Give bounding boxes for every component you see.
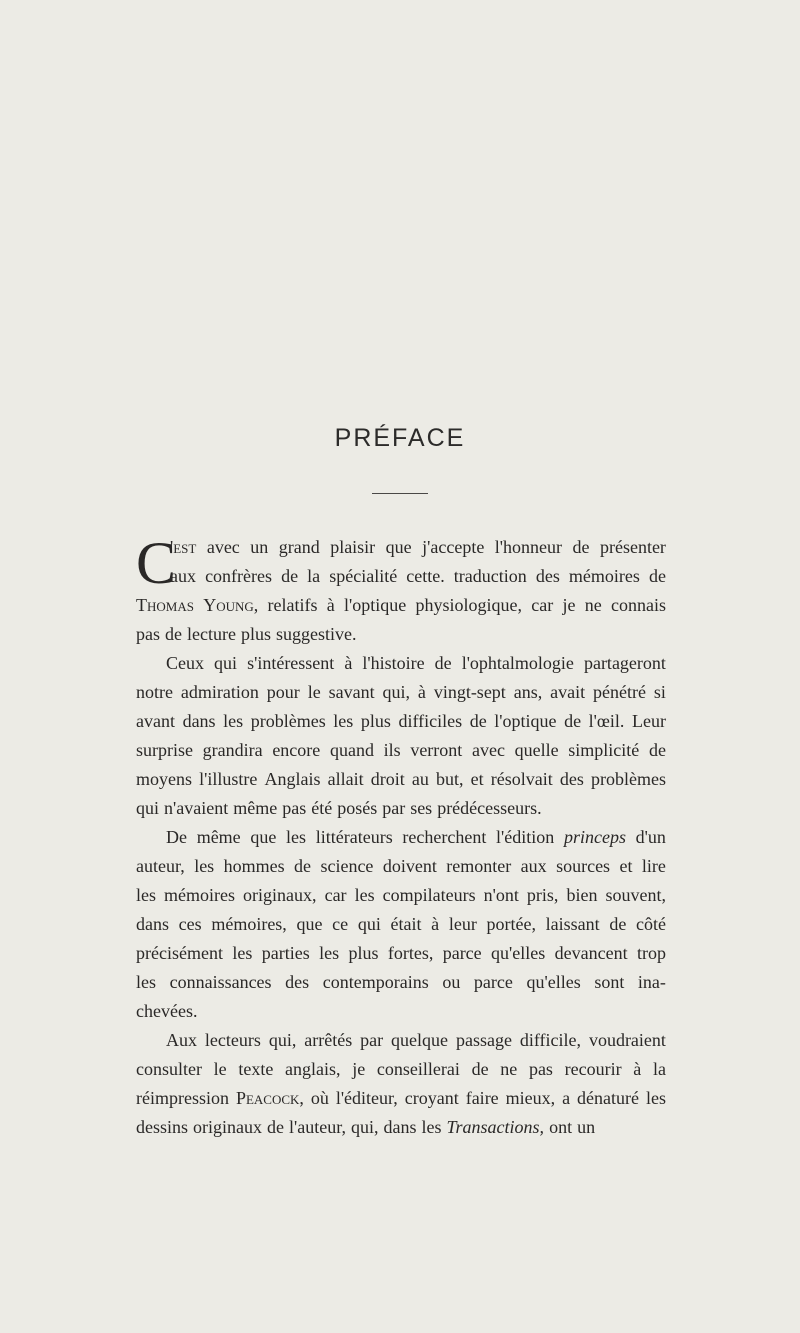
- word: spécialité: [329, 566, 398, 586]
- word: côté: [635, 914, 666, 934]
- word: consulter: [136, 1059, 202, 1079]
- word: qui: [214, 653, 238, 673]
- word: simplicité: [568, 740, 640, 760]
- word: à: [431, 914, 440, 934]
- word: le: [307, 682, 321, 702]
- word: que: [385, 537, 412, 557]
- word: ne: [584, 595, 602, 615]
- word: Young,: [203, 595, 259, 615]
- word: avec: [471, 740, 505, 760]
- word: trop: [637, 943, 666, 963]
- word: pas: [528, 1059, 553, 1079]
- word: lecteurs: [204, 1030, 261, 1050]
- word: partageront: [583, 653, 666, 673]
- word: par: [382, 798, 406, 818]
- word: et: [619, 856, 633, 876]
- word: dans: [136, 914, 169, 934]
- word: je: [352, 1059, 366, 1079]
- word: pénétré: [593, 682, 646, 702]
- word: plus: [348, 943, 379, 963]
- word: la: [652, 1059, 666, 1079]
- word: que: [296, 914, 323, 934]
- word: recourir: [564, 1059, 622, 1079]
- word: lecture: [187, 624, 236, 644]
- text-line: [136, 794, 666, 823]
- word: problèmes: [250, 711, 326, 731]
- word: des: [285, 972, 310, 992]
- word: ce: [332, 914, 349, 934]
- word: de: [648, 566, 666, 586]
- word: si: [653, 682, 666, 702]
- word: suggestive.: [275, 624, 357, 644]
- text-line: [136, 881, 666, 910]
- word: surprise: [136, 740, 193, 760]
- word: dessins: [136, 1117, 189, 1137]
- word: par: [360, 1030, 384, 1050]
- word: que: [250, 827, 277, 847]
- drop-cap: C: [136, 530, 177, 596]
- word: été: [311, 798, 333, 818]
- word: passage: [455, 1030, 512, 1050]
- word: quelle: [514, 740, 559, 760]
- word: sources: [556, 856, 611, 876]
- text-line: [136, 736, 666, 765]
- word: croyant: [404, 1088, 459, 1108]
- word: à: [326, 595, 335, 615]
- word: les: [421, 1117, 442, 1137]
- word: pris,: [526, 885, 559, 905]
- word: l'optique: [344, 595, 407, 615]
- word: la: [307, 566, 321, 586]
- word: science: [320, 856, 374, 876]
- text-line: [136, 562, 666, 591]
- text-line: [136, 1026, 666, 1055]
- word: avait: [550, 682, 586, 702]
- text-line: [136, 591, 666, 620]
- word: problèmes: [590, 769, 666, 789]
- word: plaisir: [330, 537, 376, 557]
- word: savant: [328, 682, 375, 702]
- word: Transactions,: [446, 1117, 545, 1137]
- word: présenter: [599, 537, 666, 557]
- word: l'œil.: [588, 711, 625, 731]
- word: laissant: [545, 914, 600, 934]
- word: ans,: [513, 682, 543, 702]
- word: encore: [272, 740, 321, 760]
- word: j'accepte: [422, 537, 485, 557]
- word: arrêtés: [304, 1030, 353, 1050]
- word: de: [434, 653, 452, 673]
- word: cette.: [406, 566, 445, 586]
- word: originaux: [193, 1117, 263, 1137]
- word: et: [470, 769, 484, 789]
- word: vingt-sept: [433, 682, 506, 702]
- word: conseillerai: [376, 1059, 460, 1079]
- word: sont: [594, 972, 625, 992]
- word: faire: [465, 1088, 499, 1108]
- word: princeps: [563, 827, 626, 847]
- word: plus: [240, 624, 271, 644]
- text-line: [136, 533, 666, 562]
- word: quand: [329, 740, 374, 760]
- word: mieux,: [505, 1088, 556, 1108]
- word: qui,: [268, 1030, 297, 1050]
- word: à: [633, 1059, 642, 1079]
- word: verront: [410, 740, 463, 760]
- word: même: [196, 827, 241, 847]
- word: de: [471, 1059, 489, 1079]
- word: ses: [410, 798, 433, 818]
- word: ne: [500, 1059, 518, 1079]
- preface-body: [136, 530, 666, 1142]
- word: chevées.: [136, 1001, 198, 1021]
- word: qui,: [351, 1117, 379, 1137]
- word: confrères: [205, 566, 273, 586]
- word: d'un: [635, 827, 666, 847]
- word: grandira: [202, 740, 263, 760]
- text-line: [136, 707, 666, 736]
- word: notre: [136, 682, 173, 702]
- word: dans: [383, 1117, 417, 1137]
- text-line: [136, 968, 666, 997]
- word: connaissances: [169, 972, 272, 992]
- word: de: [572, 537, 590, 557]
- word: but,: [435, 769, 464, 789]
- word: à: [417, 682, 426, 702]
- word: prédécesseurs.: [437, 798, 542, 818]
- word: l'illustre: [199, 769, 258, 789]
- word: les: [223, 711, 244, 731]
- word: pour: [266, 682, 300, 702]
- word: l'auteur,: [289, 1117, 347, 1137]
- word: n'avaient: [164, 798, 229, 818]
- word: moyens: [136, 769, 192, 789]
- word: pas: [136, 624, 160, 644]
- word: traduction: [453, 566, 527, 586]
- word: bien: [566, 885, 598, 905]
- word: recherchent: [402, 827, 487, 847]
- word: un: [577, 1117, 596, 1137]
- word: un: [250, 537, 269, 557]
- word: admiration: [180, 682, 259, 702]
- word: a: [562, 1088, 571, 1108]
- page-title: PRÉFACE: [334, 424, 466, 452]
- word: même: [233, 798, 278, 818]
- word: réimpression: [136, 1088, 229, 1108]
- word: résolvait: [490, 769, 553, 789]
- word: les: [645, 1088, 666, 1108]
- word: Thomas: [136, 595, 194, 615]
- word: portée,: [486, 914, 536, 934]
- word: l'éditeur,: [335, 1088, 398, 1108]
- word: des: [559, 769, 584, 789]
- word: des: [535, 566, 560, 586]
- word: les: [333, 711, 354, 731]
- word: grand: [278, 537, 320, 557]
- word: les: [194, 856, 215, 876]
- word: originaux,: [243, 885, 317, 905]
- word: les: [319, 943, 340, 963]
- word: qui: [357, 914, 381, 934]
- word: car: [531, 595, 554, 615]
- word: l'ophtalmologie: [461, 653, 574, 673]
- text-line: [136, 678, 666, 707]
- word: avant: [136, 711, 175, 731]
- word: au: [411, 769, 429, 789]
- word: ils: [383, 740, 401, 760]
- word: de: [564, 711, 582, 731]
- word: les: [136, 972, 156, 992]
- word: l'honneur: [494, 537, 563, 557]
- word: l'édition: [496, 827, 555, 847]
- word: le: [213, 1059, 227, 1079]
- word: mémoires: [164, 885, 236, 905]
- text-line: [136, 620, 666, 649]
- text-line: [136, 852, 666, 881]
- word: ont: [549, 1117, 573, 1137]
- word: dénaturé: [577, 1088, 639, 1108]
- word: à: [344, 653, 353, 673]
- word: parce: [442, 943, 482, 963]
- word: de: [165, 624, 182, 644]
- word: 'est: [170, 537, 197, 557]
- text-line: [136, 649, 666, 678]
- title-rule: [372, 493, 428, 494]
- word: qui,: [382, 682, 410, 702]
- word: pas: [282, 798, 307, 818]
- word: De: [166, 827, 187, 847]
- word: était: [390, 914, 422, 934]
- word: souvent,: [605, 885, 666, 905]
- word: auteur,: [136, 856, 185, 876]
- word: mémoires: [568, 566, 640, 586]
- word: anglais,: [285, 1059, 341, 1079]
- word: qu'elles: [491, 943, 546, 963]
- word: de: [267, 1117, 285, 1137]
- word: difficile,: [519, 1030, 582, 1050]
- word: n'ont: [483, 885, 519, 905]
- word: Leur: [632, 711, 666, 731]
- text-line: [136, 1084, 666, 1113]
- word: ces: [178, 914, 202, 934]
- word: les: [286, 827, 307, 847]
- word: posés: [337, 798, 378, 818]
- word: mémoires,: [211, 914, 287, 934]
- word: Ceux: [166, 653, 204, 673]
- word: difficiles: [398, 711, 463, 731]
- word: l'histoire: [362, 653, 425, 673]
- word: aux: [520, 856, 547, 876]
- word: lire: [641, 856, 666, 876]
- word: de: [469, 711, 487, 731]
- text-line: [136, 910, 666, 939]
- word: avec: [206, 537, 240, 557]
- word: parce: [473, 972, 513, 992]
- word: devancent: [554, 943, 628, 963]
- word: Peacock,: [235, 1088, 304, 1108]
- text-line: [136, 823, 666, 852]
- word: les: [136, 885, 156, 905]
- word: de: [648, 740, 666, 760]
- word: littérateurs: [315, 827, 393, 847]
- word: voudraient: [588, 1030, 666, 1050]
- text-line: [136, 1055, 666, 1084]
- word: où: [310, 1088, 329, 1108]
- word: physiologique,: [415, 595, 522, 615]
- word: précisément: [136, 943, 223, 963]
- word: qui: [136, 798, 160, 818]
- word: contemporains: [322, 972, 429, 992]
- word: quelque: [391, 1030, 449, 1050]
- word: aux: [170, 566, 196, 586]
- word: de: [294, 856, 312, 876]
- word: l'optique: [494, 711, 557, 731]
- word: ina-: [637, 972, 666, 992]
- word: allait: [327, 769, 364, 789]
- word: leur: [448, 914, 477, 934]
- word: Aux: [166, 1030, 197, 1050]
- text-line: [136, 997, 666, 1026]
- word: remonter: [446, 856, 512, 876]
- text-line: [136, 939, 666, 968]
- word: plus: [360, 711, 391, 731]
- word: compilateurs: [382, 885, 476, 905]
- word: car: [324, 885, 347, 905]
- word: parties: [261, 943, 310, 963]
- word: dans: [182, 711, 216, 731]
- word: hommes: [223, 856, 285, 876]
- word: Anglais: [264, 769, 321, 789]
- word: de: [281, 566, 299, 586]
- word: texte: [238, 1059, 274, 1079]
- text-line: [136, 1113, 666, 1142]
- word: doivent: [382, 856, 437, 876]
- word: fortes,: [387, 943, 434, 963]
- text-line: [136, 765, 666, 794]
- word: s'intéressent: [247, 653, 335, 673]
- word: les: [354, 885, 375, 905]
- word: droit: [370, 769, 405, 789]
- word: je: [562, 595, 576, 615]
- word: de: [609, 914, 627, 934]
- word: ou: [442, 972, 461, 992]
- word: qu'elles: [526, 972, 581, 992]
- word: les: [232, 943, 253, 963]
- word: relatifs: [267, 595, 318, 615]
- word: connais: [610, 595, 666, 615]
